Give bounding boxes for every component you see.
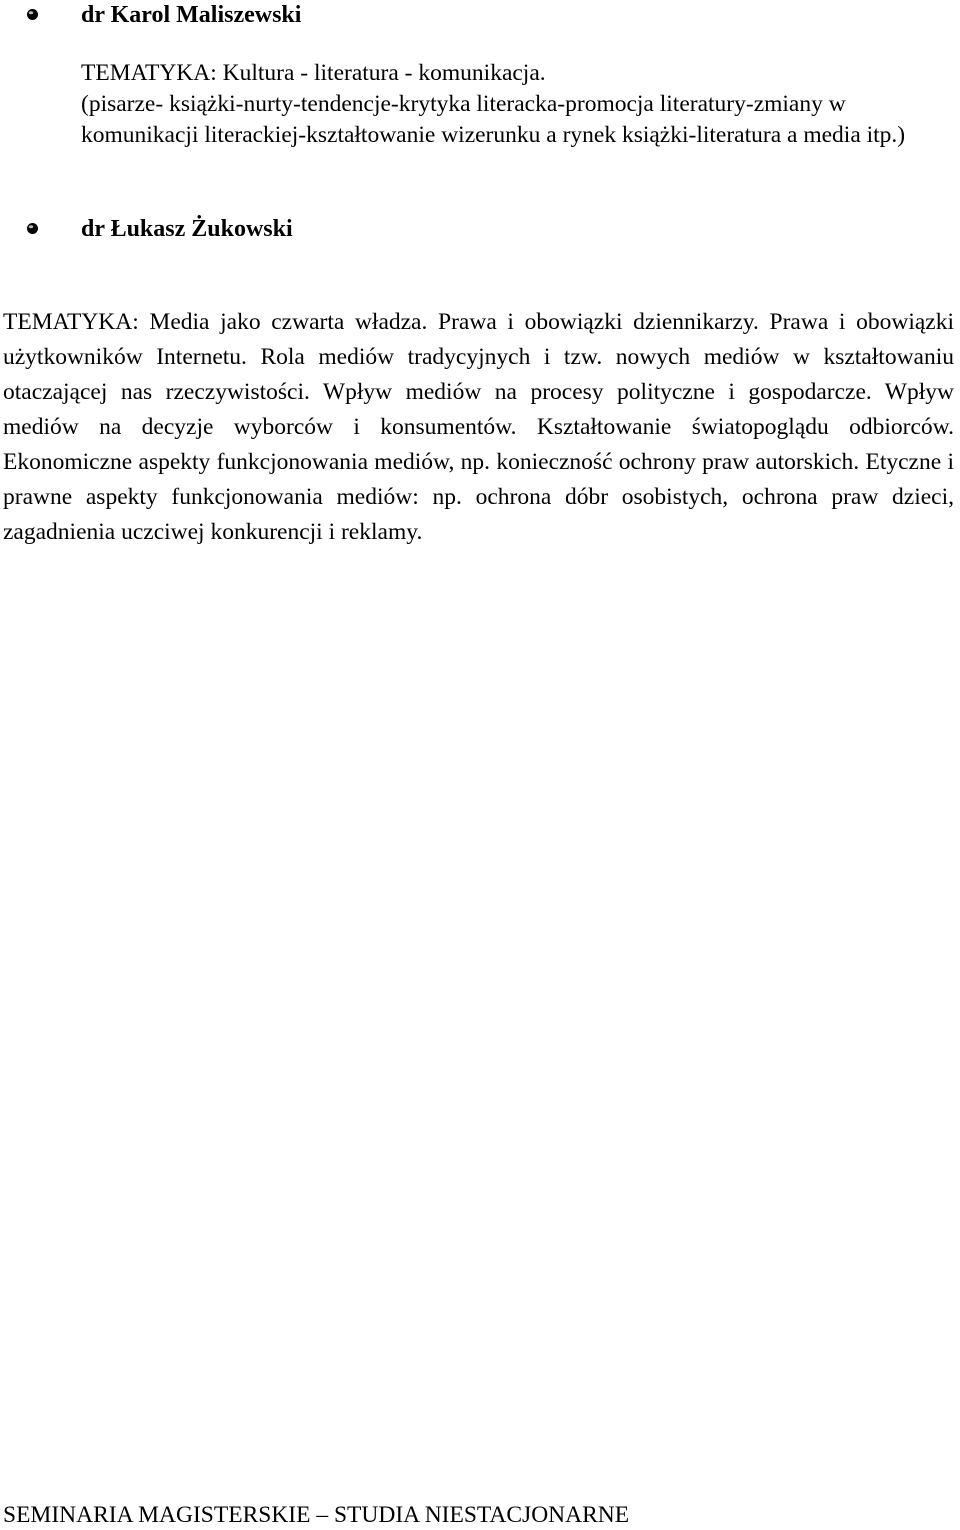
bullet-icon [26, 222, 39, 235]
topic-description: TEMATYKA: Media jako czwarta władza. Prawa i obowiązki dziennikarzy. Prawa i obowiązki użytkowników Internetu. Rola mediów tradycyjnych i tzw. nowych mediów w kształtowaniu otaczającej nas rzeczywistości. Wpływ mediów na procesy polityczne i gospodarcze. Wpływ mediów na decyzje wyborców i konsumentów. Kształtowanie światopoglądu odbiorców. Ekonomiczne aspekty funkcjonowania mediów, np. konieczność ochrony praw autorskich. Etyczne i prawne aspekty funkcjonowania mediów: np. ochrona dóbr osobistych, ochrona praw dzieci, zagadnienia uczciwej konkurencji i reklamy. [3, 309, 954, 545]
page-footer: SEMINARIA MAGISTERSKIE – STUDIA NIESTACJONARNE [3, 1502, 630, 1528]
supervisor-heading-zukowski [0, 214, 960, 244]
topic-description: (pisarze- książki-nurty-tendencje-krytyka literacka-promocja literatury-zmiany w komunikacji literackiej-kształtowanie wizerunku a rynek książki-literatura a media itp.) [81, 91, 906, 148]
supervisor-heading-maliszewski [0, 0, 960, 30]
topic-label: TEMATYKA: Kultura - literatura - komunikacja. [81, 60, 546, 86]
supervisor-name: dr Karol Maliszewski [81, 2, 302, 28]
topic-block-maliszewski [81, 58, 951, 151]
bullet-icon [26, 8, 39, 21]
supervisor-name: dr Łukasz Żukowski [81, 216, 293, 242]
